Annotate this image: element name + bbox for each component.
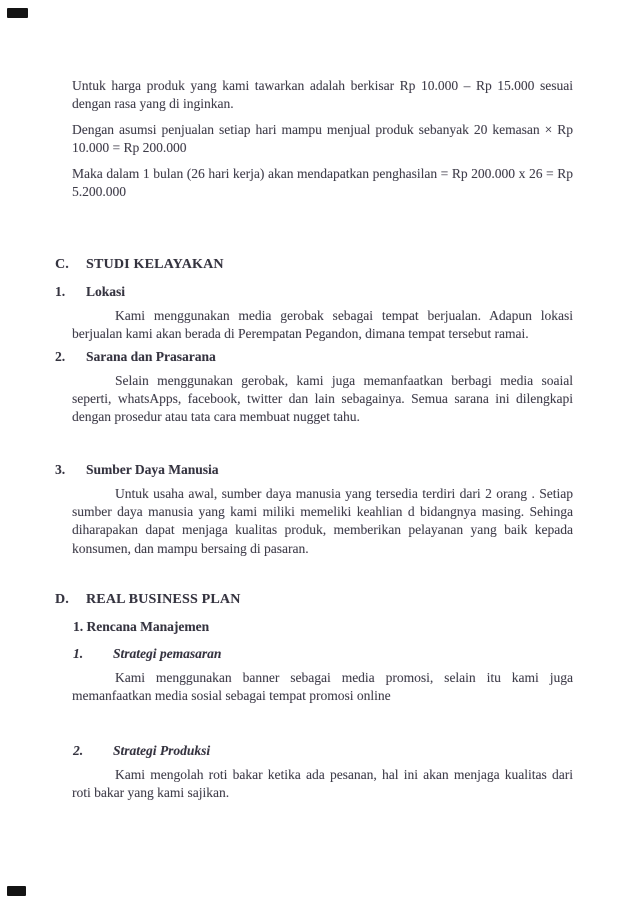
subsection-sdm-title: Sumber Daya Manusia — [86, 462, 219, 477]
subsection-pemasaran-heading — [73, 646, 221, 662]
section-c-letter: C. — [55, 257, 70, 272]
subsection-sdm-number: 3. — [55, 462, 66, 477]
section-c-title: STUDI KELAYAKAN — [86, 257, 224, 272]
section-c-heading — [55, 257, 224, 273]
subsection-rencana-heading — [73, 619, 209, 635]
paragraph-pemasaran: Kami menggunakan banner sebagai media promosi, selain itu kami juga memanfaatkan media sosial sebagai tempat promosi online — [72, 670, 573, 704]
subsection-pemasaran-number: 1. — [73, 646, 84, 661]
paragraph-produksi: Kami mengolah roti bakar ketika ada pesanan, hal ini akan menjaga kualitas dari roti bakar yang kami sajikan. — [72, 767, 573, 801]
scan-artifact-top-left — [7, 8, 28, 18]
paragraph-product-price: Untuk harga produk yang kami tawarkan adalah berkisar Rp 10.000 – Rp 15.000 sesuai dengan rasa yang di inginkan. — [72, 78, 573, 112]
subsection-rencana-title: 1. Rencana Manajemen — [73, 619, 210, 634]
section-d-title: REAL BUSINESS PLAN — [86, 592, 241, 607]
paragraph-lokasi: Kami menggunakan media gerobak sebagai tempat berjualan. Adapun lokasi berjualan kami akan berada di Perempatan Pegandon, dimana tempat tersebut ramai. — [72, 308, 573, 342]
subsection-produksi-number: 2. — [73, 743, 84, 758]
paragraph-monthly-income: Maka dalam 1 bulan (26 hari kerja) akan mendapatkan penghasilan = Rp 200.000 x 26 = Rp 5.200.000 — [72, 166, 573, 200]
paragraph-sdm: Untuk usaha awal, sumber daya manusia yang tersedia terdiri dari 2 orang . Setiap sumber daya manusia yang kami miliki memeliki keahlian d bidangnya masing. Sehinga diharapakan dapat menjaga kualitas produk, memberikan pelayanan yang baik kepada konsumen, dan mampu bersaing di pasaran. — [72, 486, 573, 556]
subsection-produksi-heading — [73, 743, 210, 759]
section-d-heading — [55, 592, 241, 608]
scan-artifact-bottom-left — [7, 886, 26, 896]
subsection-sarana-heading — [55, 349, 216, 365]
subsection-sarana-number: 2. — [55, 349, 66, 364]
subsection-lokasi-heading — [55, 284, 125, 300]
subsection-sdm-heading — [55, 462, 219, 478]
subsection-produksi-title: Strategi Produksi — [113, 743, 211, 758]
paragraph-sarana: Selain menggunakan gerobak, kami juga memanfaatkan berbagi media soaial seperti, whatsApps, facebook, twitter dan lain sebagainya. Semua sarana ini dilengkapi dengan prosedur atau tata cara membuat nugget tahu. — [72, 373, 573, 425]
paragraph-daily-sales-assumption: Dengan asumsi penjualan setiap hari mampu menjual produk sebanyak 20 kemasan × Rp 10.000 = Rp 200.000 — [72, 122, 573, 156]
subsection-lokasi-title: Lokasi — [86, 284, 126, 299]
subsection-lokasi-number: 1. — [55, 284, 66, 299]
subsection-pemasaran-title: Strategi pemasaran — [113, 646, 222, 661]
section-d-letter: D. — [55, 592, 70, 607]
subsection-sarana-title: Sarana dan Prasarana — [86, 349, 216, 364]
